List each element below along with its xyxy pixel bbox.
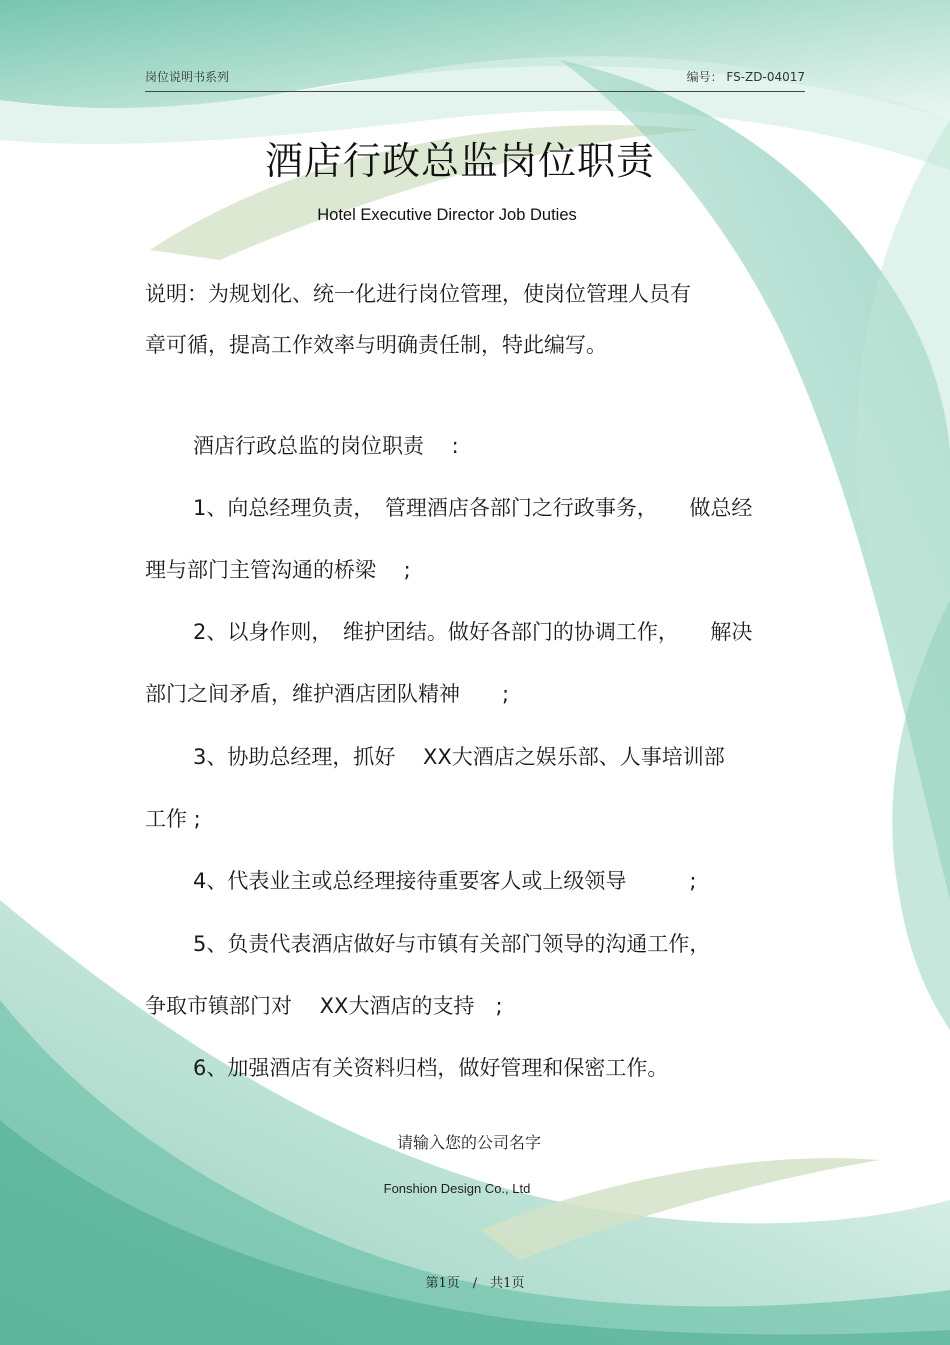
page-title: 酒店行政总监岗位职责 (264, 139, 655, 183)
company-name-placeholder: 请输入您的公司名字 (396, 1133, 541, 1152)
duty-line: 6、加强酒店有关资料归档，做好管理和保密工作。 (193, 1056, 669, 1080)
duty-line: 3、协助总经理，抓好 XX大酒店之娱乐部、人事培训部 (193, 745, 725, 769)
page-subtitle: Hotel Executive Director Job Duties (317, 206, 577, 224)
duty-line: 工作 ; (145, 807, 201, 831)
section-heading: 酒店行政总监的岗位职责 : (193, 434, 459, 458)
company-name-english: Fonshion Design Co., Ltd (383, 1181, 531, 1196)
header-divider (145, 91, 805, 92)
page-number: 第1页 / 共1页 (425, 1276, 525, 1291)
header-series-label: 岗位说明书系列 (145, 70, 230, 84)
header-document-code: 编号： FS-ZD-04017 (686, 70, 805, 84)
duty-line: 理与部门主管沟通的桥梁 ; (145, 558, 411, 582)
intro-line-1: 说明：为规划化、统一化进行岗位管理，使岗位管理人员有 (145, 282, 691, 306)
duty-line: 部门之间矛盾，维护酒店团队精神 ; (145, 682, 510, 706)
duty-line: 2、以身作则， 维护团结。做好各部门的协调工作， 解决 (193, 620, 753, 644)
intro-line-2: 章可循，提高工作效率与明确责任制，特此编写。 (145, 333, 607, 357)
duty-line: 5、负责代表酒店做好与市镇有关部门领导的沟通工作， (193, 932, 711, 956)
duty-line: 4、代表业主或总经理接待重要客人或上级领导 ; (193, 869, 697, 893)
duty-line: 1、向总经理负责， 管理酒店各部门之行政事务， 做总经 (193, 496, 753, 520)
duty-line: 争取市镇部门对 XX大酒店的支持 ; (145, 994, 503, 1018)
